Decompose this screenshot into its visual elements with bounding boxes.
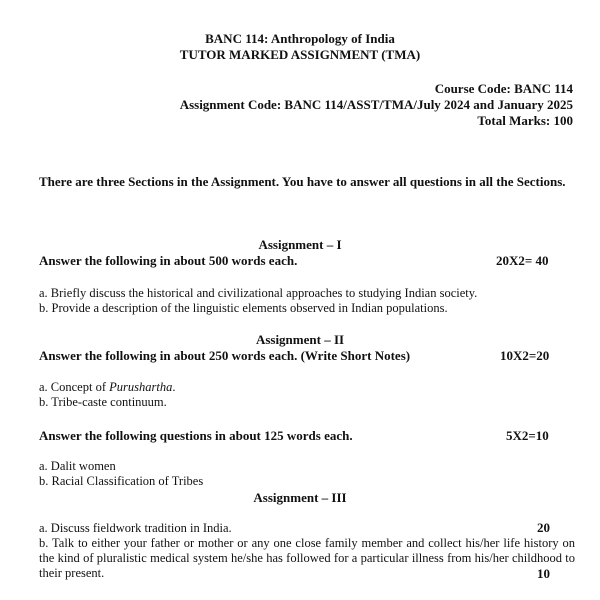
assignment-subtitle: TUTOR MARKED ASSIGNMENT (TMA) <box>179 47 421 62</box>
question-2a <box>39 380 175 395</box>
question-2a-suffix: . <box>172 380 176 394</box>
course-title: BANC 114: Anthropology of India <box>205 31 395 46</box>
course-code: Course Code: BANC 114 <box>434 81 573 96</box>
section2-marks: 10X2=20 <box>500 348 550 363</box>
section-heading-3: Assignment – III <box>253 490 347 505</box>
total-marks: Total Marks: 100 <box>477 113 573 128</box>
section2-instruction: Answer the following in about 250 words each. (Write Short Notes) <box>39 348 411 363</box>
question-3a-marks: 20 <box>537 520 550 535</box>
question-1a: a. Briefly discuss the historical and civilizational approaches to studying Indian society. <box>39 286 478 300</box>
question-1b: b. Provide a description of the linguistic elements observed in Indian populations. <box>39 301 448 315</box>
question-3b-marks: 10 <box>537 566 550 581</box>
section1-instruction: Answer the following in about 500 words each. <box>39 253 298 268</box>
question-2d: b. Racial Classification of Tribes <box>39 474 204 488</box>
assignment-code: Assignment Code: BANC 114/ASST/TMA/July 2024 and January 2025 <box>179 97 573 112</box>
section-heading-1: Assignment – I <box>258 237 342 252</box>
intro-instructions: There are three Sections in the Assignment. You have to answer all questions in all the Sections. <box>39 174 566 189</box>
question-2b: b. Tribe-caste continuum. <box>39 395 167 409</box>
question-3a: a. Discuss fieldwork tradition in India. <box>39 521 232 535</box>
question-3b: b. Talk to either your father or mother or any one close family member and collect his/her life history on the kind of pluralistic medical system he/she has followed for a particular illness from his/her childhood to their present. <box>39 536 575 580</box>
section-heading-2: Assignment – II <box>255 332 345 347</box>
question-2c: a. Dalit women <box>39 459 116 473</box>
question-2a-term: Purushartha <box>109 380 173 394</box>
section2-instruction-short: Answer the following questions in about 125 words each. <box>39 428 353 443</box>
section2-marks-short: 5X2=10 <box>506 428 549 443</box>
section1-marks: 20X2= 40 <box>496 253 549 268</box>
question-2a-prefix: a. Concept of <box>39 380 110 394</box>
